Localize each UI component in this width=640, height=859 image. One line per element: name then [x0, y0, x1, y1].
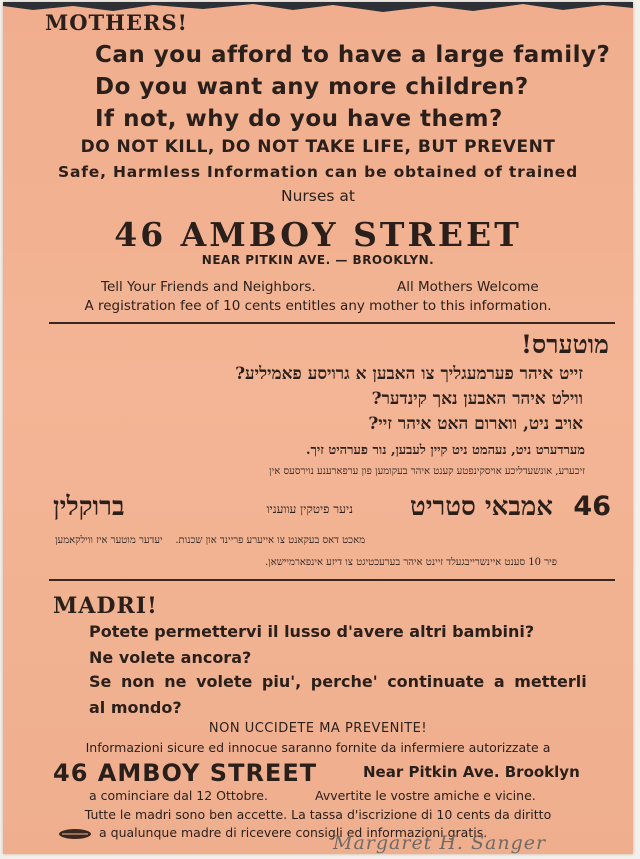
italian-question-3b: al mondo?: [89, 698, 182, 717]
yiddish-info-line: זיכערע, אונשעדליכע אויסקינפטע קענט איהר בעקומען פון ערפארענע נוירסעס אין: [269, 466, 585, 477]
italian-date: a cominciare dal 12 Ottobre.: [89, 788, 268, 803]
english-question-2: Do you want any more children?: [95, 74, 529, 100]
english-info-line-2: Nurses at: [281, 187, 355, 205]
italian-near-line: Near Pitkin Ave. Brooklyn: [363, 763, 580, 781]
english-slogan: DO NOT KILL, DO NOT TAKE LIFE, BUT PREVENT: [80, 137, 556, 157]
italian-question-3a: Se non ne volete piu', perche' continuate a metterli: [89, 672, 587, 691]
italian-question-1: Potete permettervi il lusso d'avere altri bambini?: [89, 622, 535, 641]
yiddish-slogan: מערדערט ניט, נעהמט ניט קיין לעבען, נור פערהיט זיך.: [305, 443, 585, 458]
english-tell-friends: Tell Your Friends and Neighbors.: [101, 279, 316, 295]
yiddish-near-line: ניער פיטקין עוועניו: [266, 502, 353, 516]
english-question-3: If not, why do you have them?: [95, 106, 503, 132]
yiddish-question-3: אויב ניט, ווארום האט איהר זיי?: [368, 414, 583, 434]
yiddish-city: ברוקלין: [53, 492, 125, 522]
italian-title: MADRI!: [53, 593, 158, 619]
italian-address: 46 AMBOY STREET: [53, 759, 318, 787]
english-all-welcome: All Mothers Welcome: [397, 279, 539, 295]
italian-tell-friends: Avvertite le vostre amiche e vicine.: [315, 788, 536, 803]
yiddish-address-street: אמבאי סטריט: [410, 492, 553, 522]
italian-fee-line-1: Tutte le madri sono ben accette. La tassa d'iscrizione di 10 cents da diritto: [84, 807, 552, 822]
english-address: 46 AMBOY STREET: [114, 215, 522, 254]
handbill-sheet: [3, 2, 633, 854]
italian-info-line: Informazioni sicure ed innocue saranno fornite da infermiere autorizzate a: [85, 740, 551, 755]
italian-question-2: Ne volete ancora?: [89, 648, 252, 667]
section-divider-2: [49, 579, 615, 581]
english-question-1: Can you afford to have a large family?: [95, 42, 611, 68]
yiddish-question-2: ווילט איהר האבען נאך קינדער?: [371, 389, 583, 409]
yiddish-address-number: 46: [573, 491, 611, 522]
handwritten-signature: Margaret H. Sanger: [333, 832, 547, 854]
english-fee-line: A registration fee of 10 cents entitles any mother to this information.: [84, 298, 552, 314]
yiddish-tell-friends: מאכט דאס בעקאנט צו אייערע פריינד און שכנות.: [175, 535, 365, 546]
italian-slogan: NON UCCIDETE MA PREVENITE!: [208, 721, 428, 736]
yiddish-fee-line: פיר 10 סענט איינשרייבגעלד זיינט איהר בערעכטיגט צו דיזע אינפארמיישאן.: [265, 557, 557, 568]
yiddish-question-1: זייט איהר פערמעגליך צו האבען א גרויסע פאמיליע?: [235, 364, 583, 384]
yiddish-title: מוטערס!: [521, 330, 609, 359]
english-info-line-1: Safe, Harmless Information can be obtained of trained: [57, 163, 579, 181]
yiddish-all-welcome: יעדער מוטער איז ווילקאמען: [55, 535, 163, 546]
english-near-line: NEAR PITKIN AVE. — BROOKLYN.: [201, 253, 435, 267]
english-title: MOTHERS!: [45, 10, 188, 35]
section-divider-1: [49, 322, 615, 324]
printer-mark-icon: [57, 827, 93, 841]
italian-fee-line-2: a qualunque madre di ricevere consigli ed informazioni gratis.: [99, 825, 488, 840]
